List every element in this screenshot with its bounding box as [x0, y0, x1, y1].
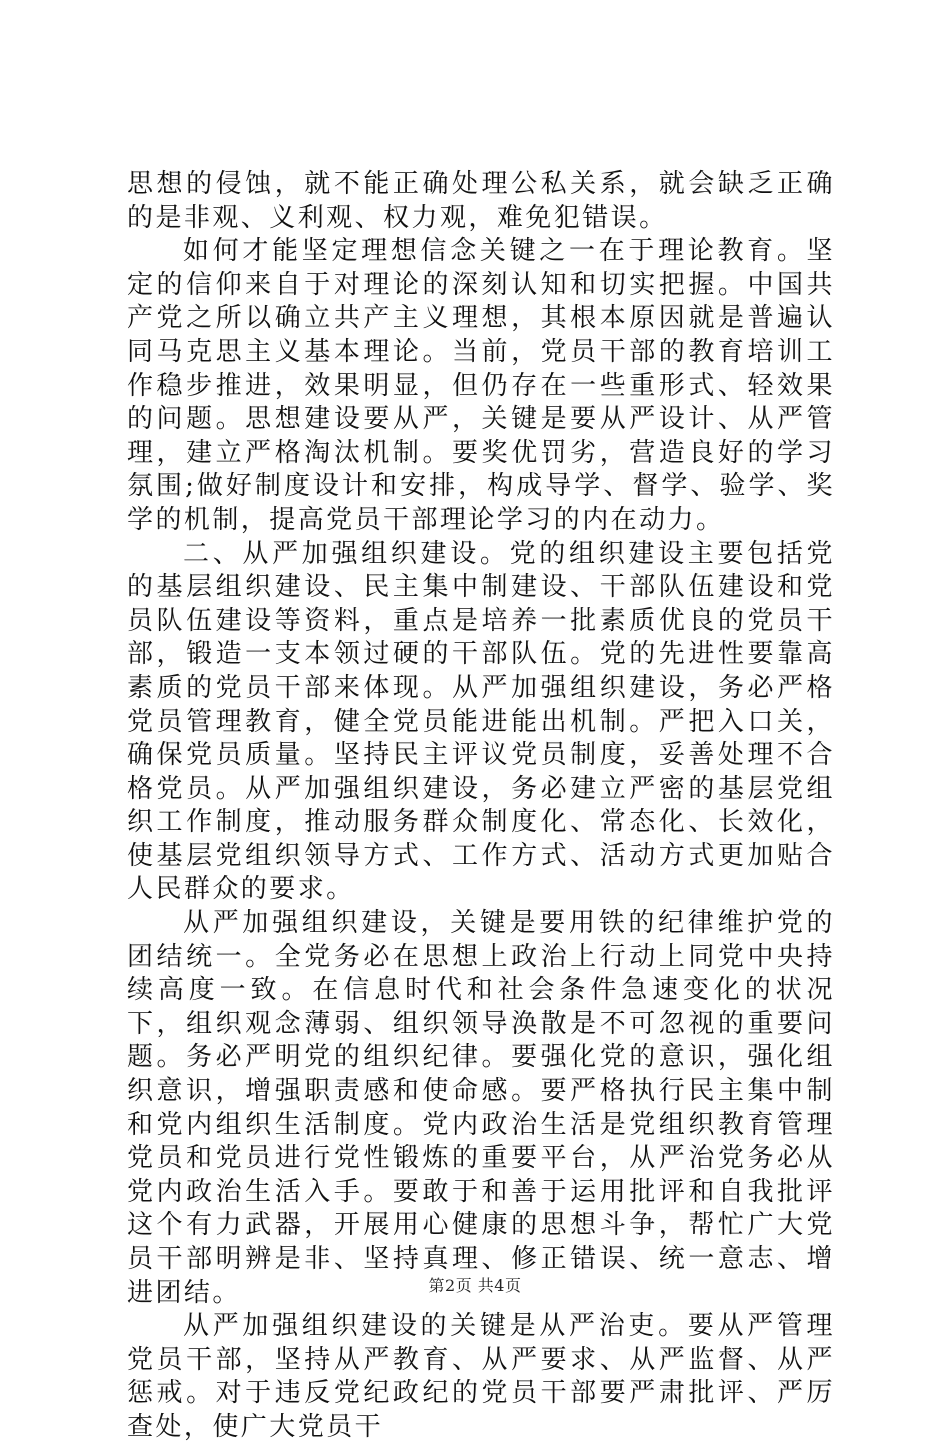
paragraph-organization-building: 二、从严加强组织建设。党的组织建设主要包括党的基层组织建设、民主集中制建设、干部队伍建设和党员队伍建设等资料，重点是培养一批素质优良的党员干部，锻造一支本领过硬的干部队伍。党的先进性要靠高素质的党员干部来体现。从严加强组织建设，务必严格党员管理教育，健全党员能进能出机制。严把入口关，确保党员质量。坚持民主评议党员制度，妥善处理不合格党员。从严加强组织建设，务必建立严密的基层党组织工作制度，推动服务群众制度化、常态化、长效化，使基层党组织领导方式、工作方式、活动方式更加贴合人民群众的要求。 [127, 538, 835, 905]
paragraph-strict-cadre-management: 从严加强组织建设的关键是从严治吏。要从严管理党员干部，坚持从严教育、从严要求、从严监督、从严惩戒。对于违反党纪政纪的党员干部要严肃批评、严厉查处，使广大党员干 [127, 1311, 835, 1442]
paragraph-theory-education: 如何才能坚定理想信念关键之一在于理论教育。坚定的信仰来自于对理论的深刻认知和切实把握。中国共产党之所以确立共产主义理想，其根本原因就是普遍认同马克思主义基本理论。当前，党员干部的教育培训工作稳步推进，效果明显，但仍存在一些重形式、轻效果的问题。思想建设要从严，关键是要从严设计、从严管理，建立严格淘汰机制。要奖优罚劣，营造良好的学习氛围;做好制度设计和安排，构成导学、督学、验学、奖学的机制，提高党员干部理论学习的内在动力。 [127, 236, 835, 535]
paragraph-party-discipline: 从严加强组织建设，关键是要用铁的纪律维护党的团结统一。全党务必在思想上政治上行动上同党中央持续高度一致。在信息时代和社会条件急速变化的状况下，组织观念薄弱、组织领导涣散是不可忽视的重要问题。务必严明党的组织纪律。要强化党的意识，强化组织意识，增强职责感和使命感。要严格执行民主集中制和党内组织生活制度。党内政治生活是党组织教育管理党员和党员进行党性锻炼的重要平台，从严治党务必从党内政治生活入手。要敢于和善于运用批评和自我批评这个有力武器，开展用心健康的思想斗争，帮忙广大党员干部明辨是非、坚持真理、修正错误、统一意志、增进团结。 [127, 908, 835, 1308]
page-number-footer: 第2页 共4页 [428, 1276, 522, 1295]
paragraph-continuation: 思想的侵蚀，就不能正确处理公私关系，就会缺乏正确的是非观、义利观、权力观，难免犯错误。 [127, 169, 835, 233]
document-body [127, 168, 835, 1445]
